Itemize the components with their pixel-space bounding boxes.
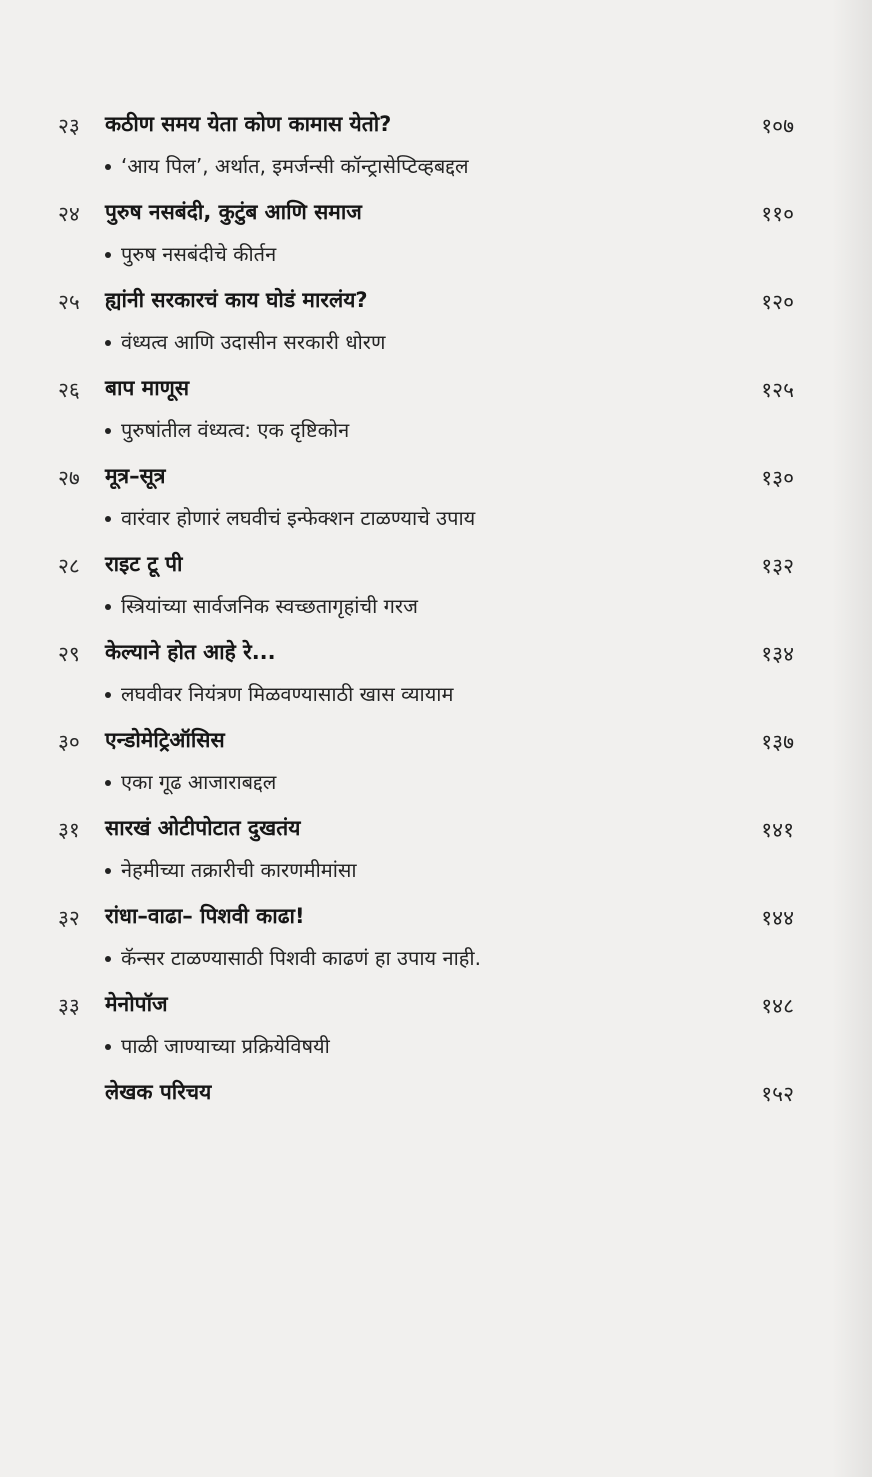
chapter-number: २९	[58, 642, 80, 666]
chapter-subtitle	[105, 768, 276, 795]
toc-entry-heading	[58, 634, 798, 674]
page-number: १४१	[761, 818, 794, 842]
toc-entry	[58, 194, 798, 282]
chapter-subtitle	[105, 592, 418, 619]
chapter-title: ह्यांनी सरकारचं काय घोडं मारलंय?	[105, 288, 368, 312]
bullet-icon	[105, 692, 111, 698]
bullet-icon	[105, 164, 111, 170]
toc-entry-heading	[58, 546, 798, 586]
toc-entry-heading	[58, 1074, 798, 1114]
chapter-number: २३	[58, 114, 80, 138]
table-of-contents	[58, 106, 798, 1118]
chapter-title: मूत्र–सूत्र	[105, 464, 166, 488]
chapter-title: सारखं ओटीपोटात दुखतंय	[105, 816, 301, 840]
chapter-subtitle	[105, 152, 469, 179]
chapter-title: मेनोपॉज	[105, 992, 168, 1016]
chapter-number: २८	[58, 554, 80, 578]
chapter-number: ३१	[58, 818, 80, 842]
chapter-subtitle	[105, 1032, 330, 1059]
chapter-title: बाप माणूस	[105, 376, 190, 400]
page-number: १४४	[761, 906, 794, 930]
subtitle-text: पाळी जाण्याच्या प्रक्रियेविषयी	[121, 1034, 330, 1058]
chapter-title: एन्डोमेट्रिऑसिस	[105, 728, 225, 752]
page-number: १५२	[761, 1082, 794, 1106]
chapter-number: २६	[58, 378, 80, 402]
bullet-icon	[105, 252, 111, 258]
page-number: १४८	[761, 994, 794, 1018]
toc-entry	[58, 282, 798, 370]
toc-entry-heading	[58, 282, 798, 322]
subtitle-text: एका गूढ आजाराबद्दल	[121, 770, 277, 794]
toc-entry-heading	[58, 370, 798, 410]
chapter-subtitle	[105, 504, 475, 531]
toc-entry	[58, 546, 798, 634]
toc-entry	[58, 898, 798, 986]
toc-entry-heading	[58, 810, 798, 850]
chapter-title: कठीण समय येता कोण कामास येतो?	[105, 112, 392, 136]
chapter-number: २५	[58, 290, 80, 314]
toc-entry	[58, 458, 798, 546]
chapter-subtitle	[105, 680, 453, 707]
page-number: १२५	[761, 378, 794, 402]
chapter-number: ३३	[58, 994, 80, 1018]
subtitle-text: पुरुष नसबंदीचे कीर्तन	[121, 242, 277, 266]
bullet-icon	[105, 604, 111, 610]
page-number: १३२	[761, 554, 794, 578]
bullet-icon	[105, 1044, 111, 1050]
bullet-icon	[105, 428, 111, 434]
chapter-subtitle	[105, 240, 276, 267]
toc-entry-heading	[58, 986, 798, 1026]
toc-entry-author-intro	[58, 1074, 798, 1118]
chapter-title: राइट टू पी	[105, 552, 183, 576]
subtitle-text: वारंवार होणारं लघवीचं इन्फेक्शन टाळण्याचे उपाय	[121, 506, 476, 530]
subtitle-text: स्त्रियांच्या सार्वजनिक स्वच्छतागृहांची गरज	[121, 594, 418, 618]
page-number: ११०	[761, 202, 794, 226]
toc-entry-heading	[58, 194, 798, 234]
subtitle-text: पुरुषांतील वंध्यत्व: एक दृष्टिकोन	[121, 418, 350, 442]
subtitle-text: ‘आय पिल’, अर्थात, इमर्जन्सी कॉन्ट्रासेप्टिव्हबद्दल	[121, 154, 469, 178]
toc-entry-heading	[58, 722, 798, 762]
bullet-icon	[105, 780, 111, 786]
chapter-subtitle	[105, 416, 349, 443]
toc-entry	[58, 634, 798, 722]
bullet-icon	[105, 868, 111, 874]
subtitle-text: नेहमीच्या तक्रारीची कारणमीमांसा	[121, 858, 357, 882]
chapter-title: केल्याने होत आहे रे...	[105, 640, 276, 664]
chapter-subtitle	[105, 856, 357, 883]
chapter-title: रांधा–वाढा– पिशवी काढा!	[105, 904, 305, 928]
bullet-icon	[105, 516, 111, 522]
page-number: १०७	[761, 114, 794, 138]
toc-entry-heading	[58, 898, 798, 938]
subtitle-text: कॅन्सर टाळण्यासाठी पिशवी काढणं हा उपाय नाही.	[121, 946, 481, 970]
chapter-number: ३०	[58, 730, 80, 754]
chapter-number: २७	[58, 466, 80, 490]
toc-entry-heading	[58, 106, 798, 146]
toc-entry	[58, 986, 798, 1074]
chapter-number: २४	[58, 202, 80, 226]
subtitle-text: वंध्यत्व आणि उदासीन सरकारी धोरण	[121, 330, 386, 354]
toc-entry	[58, 370, 798, 458]
page-edge-shadow	[832, 0, 872, 1477]
toc-entry	[58, 810, 798, 898]
bullet-icon	[105, 340, 111, 346]
toc-entry-heading	[58, 458, 798, 498]
chapter-subtitle	[105, 944, 481, 971]
author-intro-title: लेखक परिचय	[105, 1080, 212, 1104]
chapter-title: पुरुष नसबंदी, कुटुंब आणि समाज	[105, 200, 362, 224]
page-number: १३४	[761, 642, 794, 666]
page-number: १२०	[761, 290, 794, 314]
toc-entry	[58, 106, 798, 194]
chapter-subtitle	[105, 328, 385, 355]
subtitle-text: लघवीवर नियंत्रण मिळवण्यासाठी खास व्यायाम	[121, 682, 454, 706]
bullet-icon	[105, 956, 111, 962]
page-number: १३७	[761, 730, 794, 754]
toc-entry	[58, 722, 798, 810]
chapter-number: ३२	[58, 906, 80, 930]
page-number: १३०	[761, 466, 794, 490]
